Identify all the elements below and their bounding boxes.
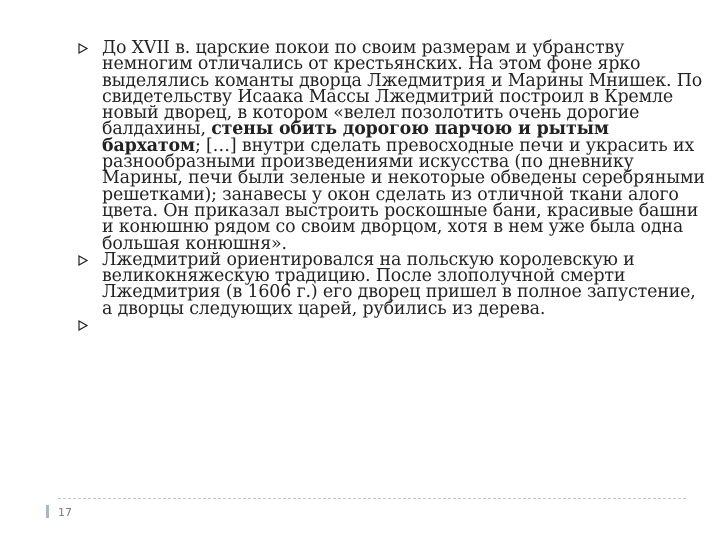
footer-divider bbox=[58, 498, 686, 499]
page-number: 17 bbox=[58, 506, 72, 519]
bullet-item-3-empty bbox=[78, 317, 708, 337]
bullet-2-text: Лжедмитрий ориентировался на польскую королевскую и великокняжескую традицию. После злополучной смерти Лжедмитрия (в 1606 г.) его дворец пришел в полное запустение, а дворцы следующих царей, рубились из дерева. bbox=[102, 249, 696, 319]
triangle-bullet-icon bbox=[78, 43, 88, 54]
triangle-bullet-icon bbox=[78, 255, 88, 266]
bullet-item-2 bbox=[78, 249, 708, 319]
bullet-list bbox=[78, 40, 708, 337]
bullet-1-bold-text: стены обить дорогою парчою и рытым бархатом bbox=[102, 119, 609, 156]
triangle-bullet-icon bbox=[78, 320, 88, 331]
bullet-1-text-part-2: ; […] внутри сделать превосходные печи и украсить их разнообразными произведениями искусства (по дневнику Марины, печи были зеленые и некоторые обведены серебряными решетками); занавесы у окон сделать из отличной ткани алого цвета. Он приказал выстроить роскошные бани, красивые башни и конюшню рядом со своим дворцом, хотя в нем уже была одна большая конюшня». bbox=[102, 135, 705, 254]
bullet-item-1 bbox=[78, 40, 708, 252]
footer-accent-mark bbox=[46, 505, 49, 518]
bullet-1-text-part-1: До XVII в. царские покои по своим размерам и убранству немногим отличались от крестьянских. На этом фоне ярко выделялись команты дворца Лжедмитрия и Марины Мнишек. По свидетельству Исаака Массы Лжедмитрий построил в Кремле новый дворец, в котором «велел позолотить очень дорогие балдахины, bbox=[102, 38, 703, 140]
